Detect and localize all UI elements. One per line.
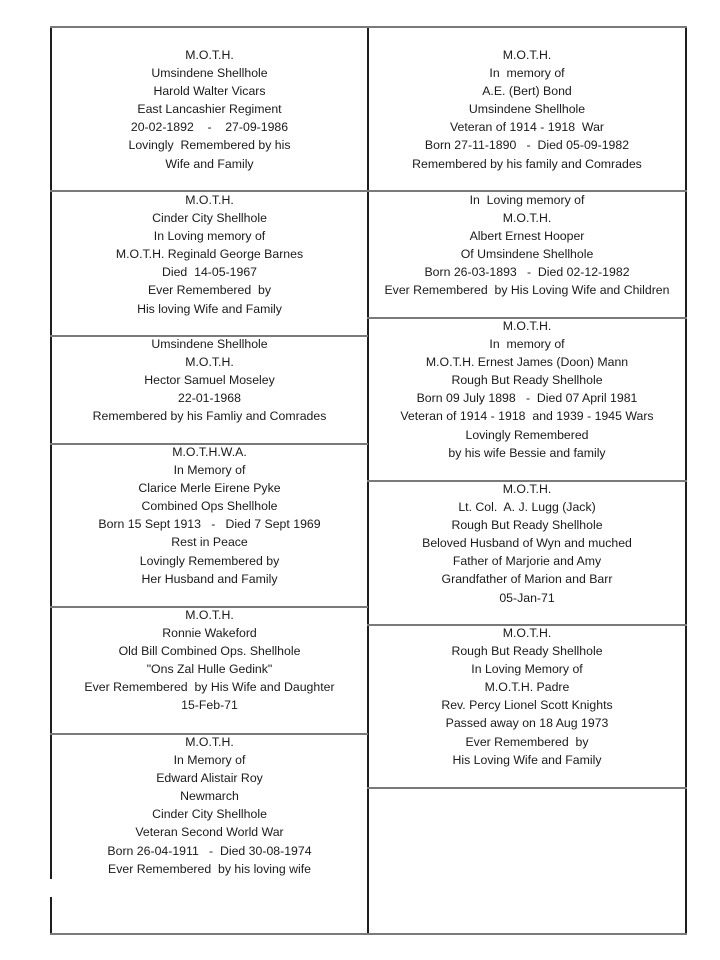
entry-line: In memory of [489,66,565,81]
entry-line: by his wife Bessie and family [448,445,606,460]
entry-line: Born 09 July 1898 - Died 07 April 1981 [416,391,638,406]
entry-line: Born 27-11-1890 - Died 05-09-1982 [424,138,630,153]
entry-line: His loving Wife and Family [137,301,282,316]
entry-line: Passed away on 18 Aug 1973 [445,716,609,731]
entry-line: Ever Remembered by [465,734,589,749]
entry-line: In Loving memory of [153,229,266,244]
entry-line: Lovingly Remembered [465,427,589,442]
entry-line: In Memory of [173,753,246,768]
memorial-entry-barnes [52,191,367,318]
entry-line: In Loving memory of [469,193,585,207]
entry-line: Clarice Merle Eirene Pyke [138,481,281,496]
memorial-entry-mann [369,317,685,462]
entry-line: Rough But Ready Shellhole [451,518,603,533]
memorial-entry-pyke [52,443,367,588]
entry-line: Father of Marjorie and Amy [452,554,602,569]
entry-line: Veteran of 1914 - 1918 and 1939 - 1945 Wars [400,409,654,424]
entry-line: Veteran Second World War [135,825,284,840]
entry-line: M.O.T.H. [502,319,552,333]
entry-line: Veteran of 1914 - 1918 War [449,120,605,135]
entry-line: Grandfather of Marion and Barr [441,572,613,587]
entry-line: Umsindene Shellhole [151,66,268,81]
entry-line: Ronnie Wakeford [162,626,257,641]
entry-line: East Lancashier Regiment [137,102,282,117]
entry-line: Born 26-04-1911 - Died 30-08-1974 [107,843,312,858]
entry-line: Lovingly Remembered by his [128,138,291,153]
memorial-entry-moseley [52,335,367,425]
entry-line: Newmarch [180,789,239,804]
memorial-entry-bond [369,46,685,173]
entry-line: M.O.T.H. [185,735,234,749]
entry-line: In Memory of [173,463,246,478]
entry-line: M.O.T.H. [502,626,552,640]
entry-line: Umsindene Shellhole [468,102,586,117]
entry-line: Old Bill Combined Ops. Shellhole [118,644,301,659]
memorial-entry-knights [369,624,685,769]
entry-line: Rest in Peace [171,535,248,550]
entry-line: His Loving Wife and Family [452,752,602,767]
memorial-entry-hooper [369,191,685,300]
entry-line: Rev. Percy Lionel Scott Knights [441,698,613,713]
entry-line: Lovingly Remembered by [139,553,280,568]
entry-line: Ever Remembered by [147,283,272,298]
entry-line: 05-Jan-71 [499,590,555,605]
entry-line: 15-Feb-71 [181,698,238,713]
top-border [50,26,687,28]
entry-line: Born 26-03-1893 - Died 02-12-1982 [424,265,630,280]
entry-line: Cinder City Shellhole [152,211,267,226]
entry-line: M.O.T.H. [185,355,234,370]
empty-cell [369,789,685,933]
entry-line: Combined Ops Shellhole [141,499,278,514]
entry-line: Rough But Ready Shellhole [451,373,603,388]
entry-line: M.O.T.H. Padre [484,680,570,695]
entry-line: M.O.T.H. [185,48,234,62]
entry-line: M.O.T.H. [185,193,234,207]
entry-line: Lt. Col. A. J. Lugg (Jack) [458,500,596,515]
entry-line: Rough But Ready Shellhole [451,644,603,659]
memorial-entry-vicars [52,46,367,173]
entry-line: In memory of [489,337,565,352]
entry-line: Her Husband and Family [141,571,278,586]
entry-line: Harold Walter Vicars [153,84,266,99]
bottom-border [50,933,687,935]
entry-line: Umsindene Shellhole [151,337,268,351]
entry-line: Of Umsindene Shellhole [460,247,594,262]
left-border-lower [50,897,52,935]
entry-line: Wife and Family [165,156,254,171]
entry-line: A.E. (Bert) Bond [482,84,572,99]
entry-line: M.O.T.H. Reginald George Barnes [115,247,304,262]
entry-line: Ever Remembered by his loving wife [108,861,311,876]
entry-line: Died 14-05-1967 [161,265,258,280]
entry-line: M.O.T.H. Ernest James (Doon) Mann [425,355,629,370]
entry-line: 20-02-1892 - 27-09-1986 [130,120,289,135]
entry-line: Born 15 Sept 1913 - Died 7 Sept 1969 [98,517,321,532]
entry-line: M.O.T.H. [502,482,552,496]
entry-line: In Loving Memory of [471,662,583,677]
memorial-entry-wakeford [52,606,367,715]
entry-line: Remembered by his Famliy and Comrades [92,409,327,424]
memorial-entry-newmarch [52,733,367,878]
memorial-entry-lugg [369,480,685,607]
entry-line: "Ons Zal Hulle Gedink" [146,662,273,677]
entry-line: Hector Samuel Moseley [144,373,275,388]
entry-line: M.O.T.H.W.A. [172,445,247,459]
entry-line: Ever Remembered by His Wife and Daughter [84,680,335,695]
entry-line: Ever Remembered by His Loving Wife and Children [384,283,670,298]
entry-line: M.O.T.H. [502,48,552,62]
entry-line: Beloved Husband of Wyn and muched [422,536,632,551]
entry-line: Remembered by his family and Comrades [412,156,642,171]
entry-line: M.O.T.H. [502,211,552,226]
entry-line: Albert Ernest Hooper [469,229,585,244]
entry-line: Edward Alistair Roy [156,771,263,786]
entry-line: 22-01-1968 [178,391,241,406]
entry-line: Cinder City Shellhole [152,807,267,822]
entry-line: M.O.T.H. [185,608,234,622]
